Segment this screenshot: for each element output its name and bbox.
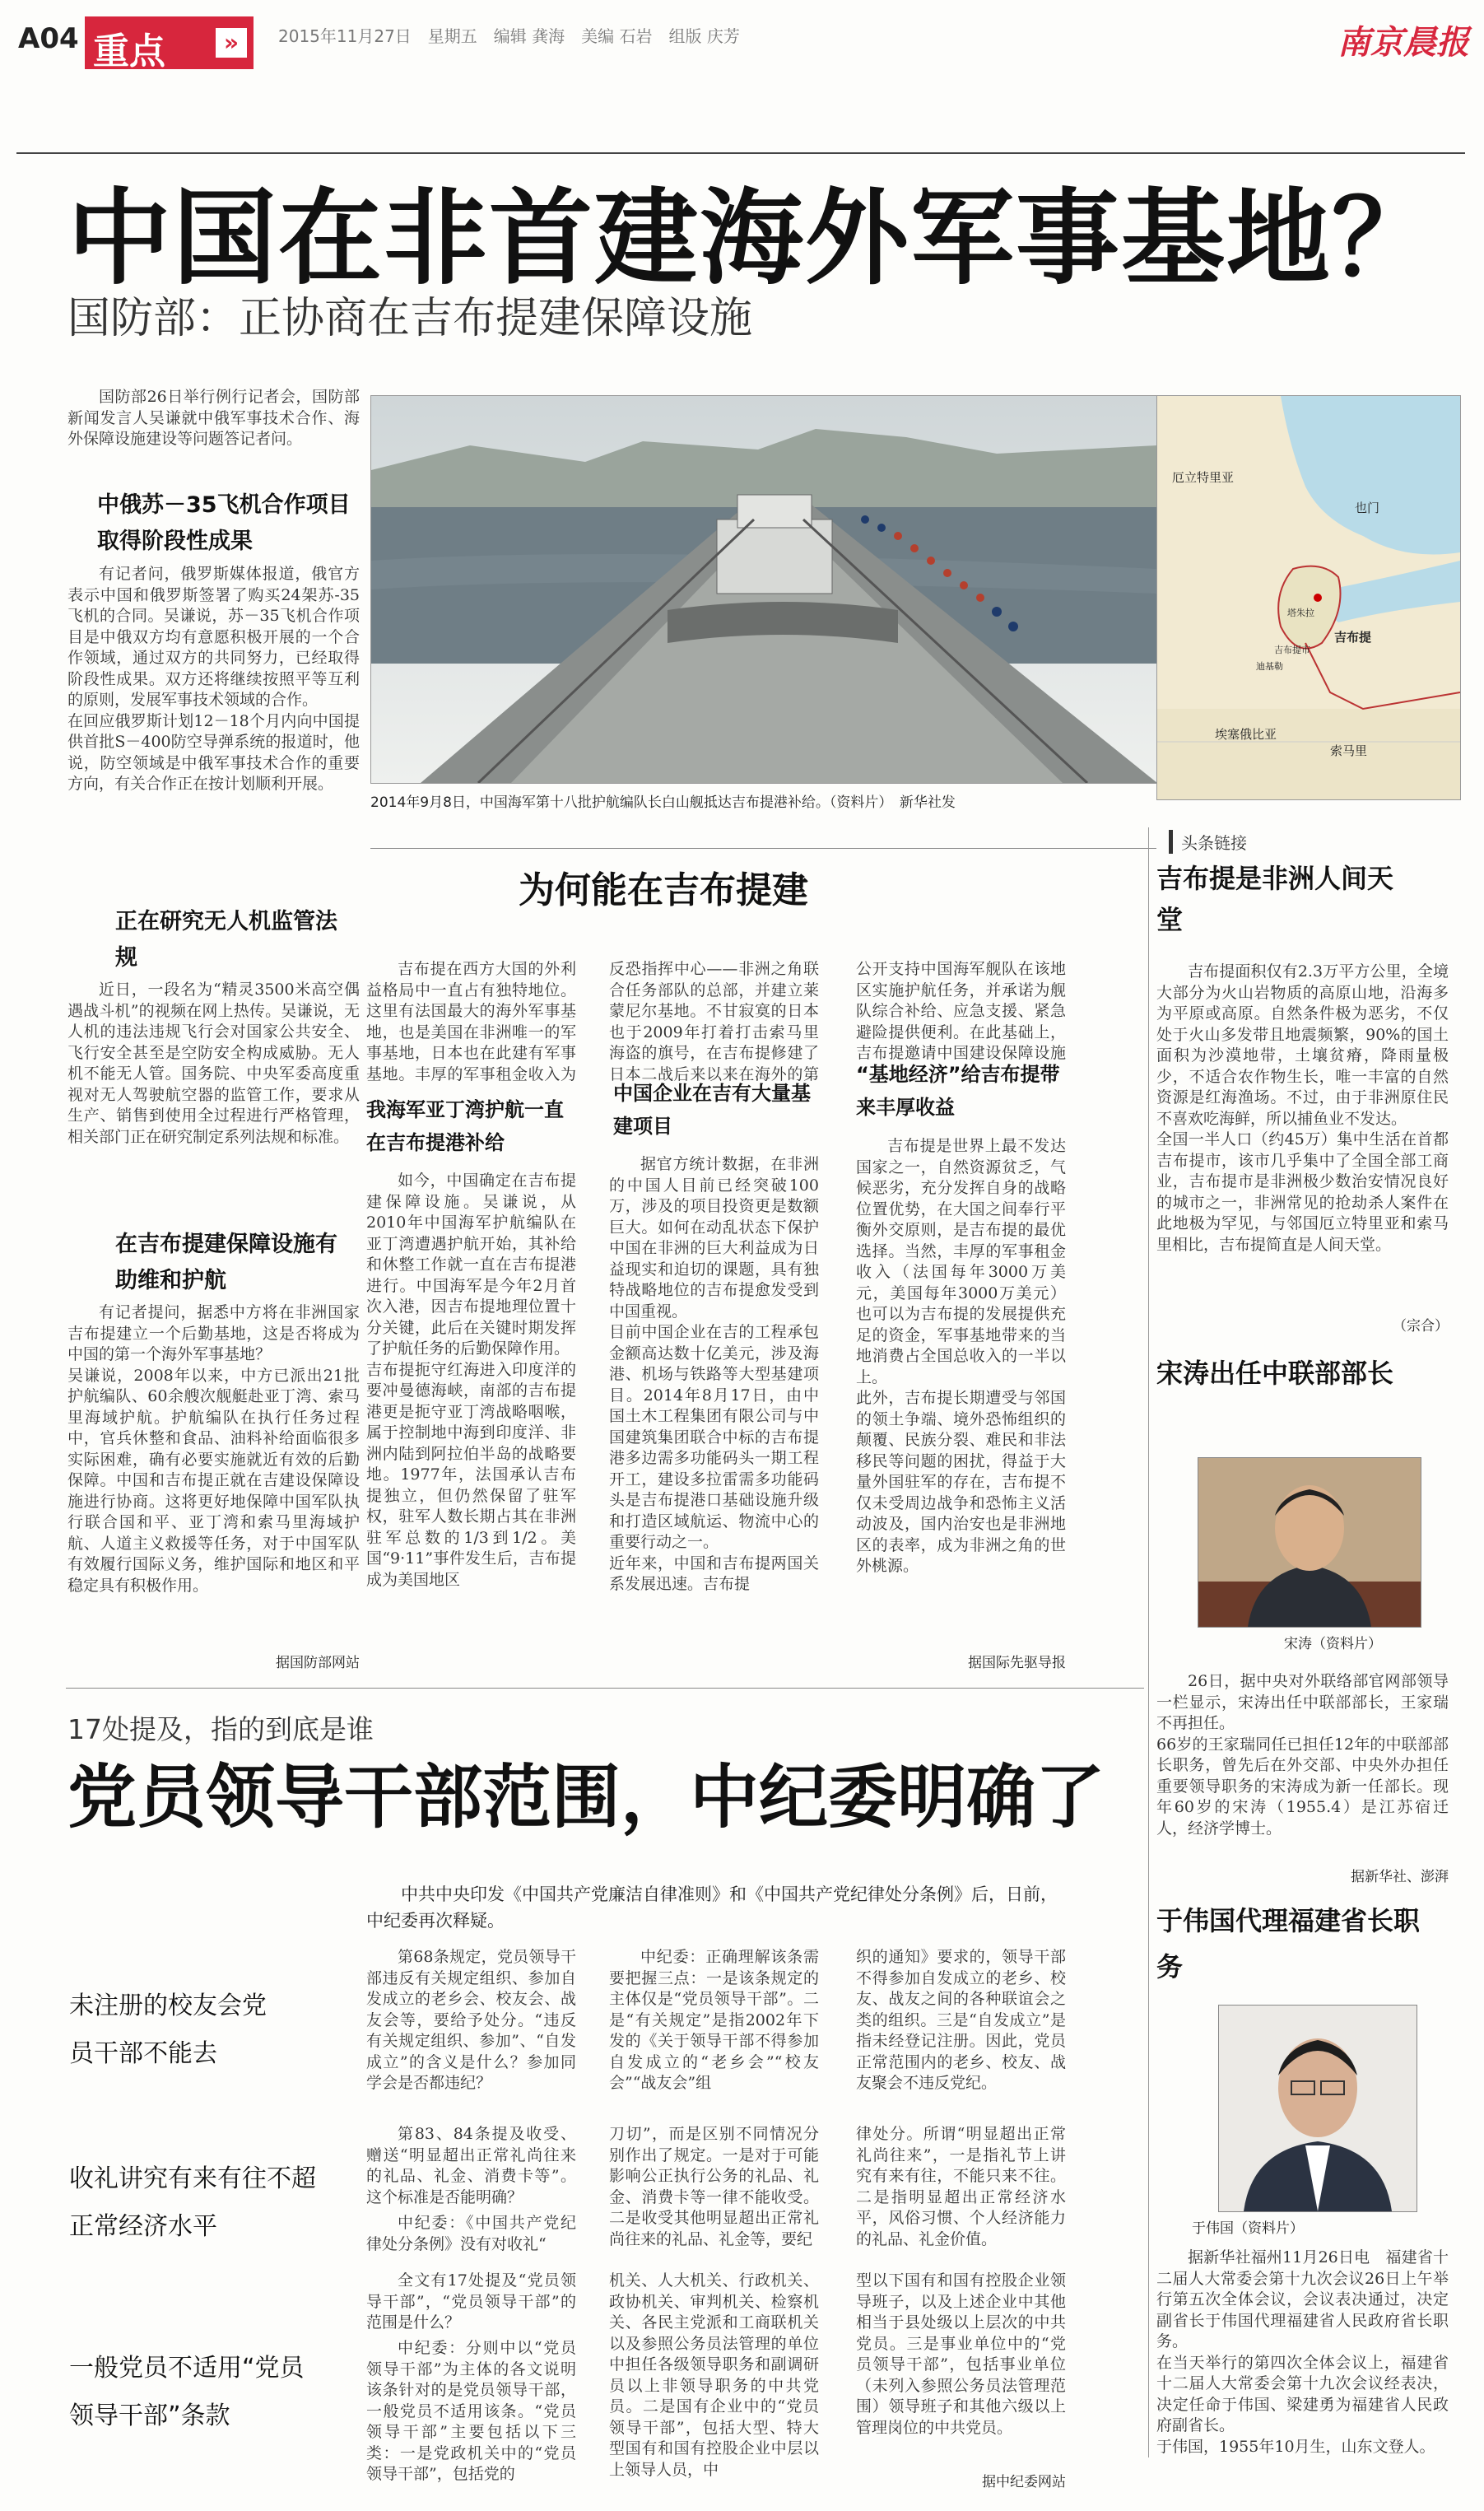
story2-c9: 型以下国有和国有控股企业领导班子，以及上述企业中其他相当于县处级以上层次的中共党员。三是事业单位中的“党员领导干部”，包括事业单位（未列入参照公务员法管理范围）领导班子和其他六级以上管理岗位的中共党员。	[856, 2271, 1066, 2437]
sidebar-a1-source: （宗合）	[1393, 1318, 1449, 1335]
analysis-p3: 反恐指挥中心——非洲之角联合任务部队的总部，并建立莱蒙尼尔基地。不甘寂寞的日本也于2009年打着打击索马里海盗的旗号，在吉布提修建了日本二战后来以来在海外的第	[609, 960, 819, 1083]
lead-headline: 中国在非首建海外军事基地？	[67, 178, 1437, 299]
sidebar-tag: 头条链接	[1169, 830, 1247, 854]
sidebar-a2-title: 宋涛出任中联部部长	[1156, 1358, 1394, 1389]
section-label: 重点	[93, 30, 165, 72]
analysis-rule	[370, 848, 1156, 849]
sidebar-divider	[1148, 827, 1149, 2457]
story2-c2: 中纪委：正确理解该条需要把握三点：一是该条规定的主体仅是“党员领导干部”。二是“有关规定”是指2002年下发的《关于领导干部不得参加自发成立的“老乡会”“校友会”“战友会”组	[609, 1948, 819, 2092]
analysis-h3: “基地经济”给吉布提带来丰厚收益	[856, 1063, 1060, 1119]
map-label-djibouti: 吉布提	[1334, 630, 1372, 645]
map-label-somalia: 索马里	[1330, 743, 1368, 758]
header-rule	[16, 152, 1465, 154]
sidebar-a3-title: 于伟国代理福建省长职务	[1156, 1905, 1421, 1982]
source-ccdi: 据中纪委网站	[982, 2474, 1066, 2490]
subhead-drone: 正在研究无人机监管法规	[115, 909, 337, 971]
section-tag	[85, 16, 254, 72]
warship-photo	[370, 395, 1158, 784]
story2-c7b: 中纪委：分则中以“党员领导干部”为主体的各文说明该条针对的是党员领导干部，一般党员不适用该条。“党员领导干部”主要包括以下三类：一是党政机关中的“党员领导干部”，包括党的	[366, 2339, 576, 2483]
story2-c4a: 第83、84条提及收受、赠送“明显超出正常礼尚往来的礼品、礼金、消费卡等”。这个标准是否能明确？	[366, 2125, 576, 2206]
story2-q3: 一般党员不适用“党员领导干部”条款	[69, 2354, 305, 2430]
analysis-p6: 吉布提是世界上最不发达国家之一，自然资源贫乏，气候恶劣，充分发挥自身的战略位置优势，在大国之间奉行平衡外交原则，是吉布提的最优选择。当然，丰厚的军事租金收入（法国每年3000万美元，美国每年3000万美元）也可以为吉布提的发展提供充足的资金，军事基地带来的当地消费占全国总收入的一半以上。 此外，吉布提长期遭受与邻国的领土争端、境外恐怖组织的颠覆、民族分裂、难民和非法移民等问题的困扰，得益于大量外国驻军的存在，吉布提不仅未受周边战争和恐怖主义活动波及，国内治安也是非洲地区的表率，成为非洲之角的世外桃源。	[856, 1137, 1066, 1575]
story2-kicker: 17处提及，指的到底是谁	[67, 1713, 374, 1745]
double-chevron-icon: »	[216, 28, 247, 58]
text-su35: 有记者问，俄罗斯媒体报道，俄官方表示中国和俄罗斯签署了购买24架苏-35飞机的合同。吴谦说，苏－35飞机合作项目是中俄双方均有意愿积极开展的一个合作领域，通过双方的共同努力，已经取得阶段性成果。双方还将继续按照平等互利的原则，发展军事技术领域的合作。 在回应俄罗斯计划12－18个月内向中国提供首批S－400防空导弹系统的报道时，他说，防空领域是中俄军事技术合作的重要方向，有关合作正在按计划顺利开展。	[67, 565, 360, 793]
lead-subhead: 国防部：正协商在吉布提建保障设施	[67, 294, 753, 343]
source-herald: 据国际先驱导报	[968, 1655, 1066, 1671]
analysis-title: 为何能在吉布提建	[519, 869, 808, 911]
text-djibouti-base: 有记者提问，据悉中方将在非洲国家吉布提建立一个后勤基地，这是否将成为中国的第一个海外军事基地？ 吴谦说，2008年以来，中方已派出21批护航编队、60余艘次舰艇赴亚丁湾、索马里海域护航。护航编队在执行任务过程中，官兵休整和食品、油料补给面临很多实际困难，确有必要实施就近有效的后勤保障。中国和吉布提正就在吉建设保障设施进行协商。这将更好地保障中国军队执行联合国和平、亚丁湾和索马里海域护航、人道主义救援等任务，对于中国军队有效履行国际义务，维护国际和地区和平稳定具有积极作用。	[67, 1303, 360, 1595]
photo-caption: 2014年9月8日，中国海军第十八批护航编队长白山舰抵达吉布提港补给。（资料片） 新华社发	[370, 794, 956, 811]
map-label-djibouti-city: 吉布提市	[1274, 645, 1310, 655]
story2-c7a: 全文有17处提及“党员领导干部”，“党员领导干部”的范围是什么？	[366, 2271, 576, 2332]
analysis-p1: 吉布提在西方大国的外利益格局中一直占有独特地位。这里有法国最大的海外军事基地，也是美国在非洲唯一的军事基地，日本也在此建有军事基地。丰厚的军事租金收入为	[366, 960, 576, 1083]
sidebar-a2-source: 据新华社、澎湃	[1351, 1869, 1449, 1885]
page-number: A04	[18, 22, 79, 55]
story2-c1: 第68条规定，党员领导干部违反有关规定组织、参加自发成立的老乡会、校友会、战友会等，要给予处分。“违反有关规定组织、参加”、“自发成立”的含义是什么？参加同学会是否都违纪？	[366, 1948, 576, 2092]
subhead-djibouti-base: 在吉布提建保障设施有助维和护航	[115, 1232, 337, 1293]
issue-meta: 2015年11月27日 星期五 编辑 龚海 美编 石岩 组版 庆芳	[278, 26, 740, 46]
sidebar-a1-text: 吉布提面积仅有2.3万平方公里，全境大部分为火山岩物质的高原山地，沿海多为平原或高原。自然条件极为恶劣，不仅处于火山多发带且地震频繁，90%的国土面积为沙漠地带，土壤贫瘠，降雨量极少，不适合农作物生长，唯一丰富的自然资源是红海渔场。不过，由于非洲原住民不喜欢吃海鲜，所以捕鱼业不发达。 全国一半人口（约45万）集中生活在首都吉布提市，该市几乎集中了全国全部工商业，吉布提市是非洲极少数治安情况良好的城市之一，非洲常见的抢劫杀人案件在此地极为罕见，与邻国厄立特里亚和索马里相比，吉布提简直是人间天堂。	[1156, 962, 1449, 1254]
analysis-p2: 如今，中国确定在吉布提建保障设施。吴谦说，从2010年中国海军护航编队在亚丁湾遭遇护航开始，其补给和休整工作就一直在吉布提港进行。中国海军是今年2月首次入港，因吉布提地理位置十分关键，此后在关键时期发挥了护航任务的后勤保障作用。 吉布提扼守红海进入印度洋的要冲曼德海峡，南部的吉布提港更是扼守亚丁湾战略咽喉，属于控制地中海到印度洋、非洲内陆到阿拉伯半岛的战略要地。1977年，法国承认吉布提独立，但仍然保留了驻军权，驻军人数长期占其在非洲驻军总数的1/3到1/2。美国“9·11”事件发生后，吉布提成为美国地区	[366, 1172, 576, 1589]
subhead-su35: 中俄苏－35飞机合作项目取得阶段性成果	[97, 492, 351, 554]
analysis-p5: 公开支持中国海军舰队在该地区实施护航任务，并承诺为舰队综合补给、应急支援、紧急避险提供便利。在此基础上，吉布提邀请中国建设保障设施	[856, 960, 1066, 1062]
story2-c6: 律处分。所谓“明显超出正常礼尚往来”，一是指礼节上讲究有来有往，不能只来不往。二是指明显超出正常经济水平，风俗习惯、个人经济能力的礼品、礼金价值。	[856, 2125, 1066, 2248]
story2-c4b: 中纪委：《中国共产党纪律处分条例》没有对收礼“	[366, 2214, 576, 2253]
story2-c8: 机关、人大机关、行政机关、政协机关、审判机关、检察机关、各民主党派和工商联机关以及参照公务员法管理的单位中担任各级领导职务和副调研员以上非领导职务的中共党员。二是国有企业中的“党员领导干部”，包括大型、特大型国有和国有控股企业中层以上领导人员，中	[609, 2271, 819, 2479]
sidebar-a3-caption: 于伟国（资料片）	[1192, 2220, 1304, 2237]
djibouti-map	[1156, 395, 1461, 800]
map-label-dikhil: 迪基勒	[1256, 661, 1283, 672]
story2-c3: 织的通知》要求的，领导干部不得参加自发成立的老乡、校友、战友之间的各种联谊会之类的组织。三是“自发成立”是指未经登记注册。因此，党员正常范围内的老乡、校友、战友聚会不违反党纪。	[856, 1948, 1066, 2092]
story2-q2: 收礼讲究有来有往不超正常经济水平	[69, 2164, 316, 2241]
lead-intro: 国防部26日举行例行记者会，国防部新闻发言人吴谦就中俄军事技术合作、海外保障设施建设等问题答记者问。	[67, 388, 360, 448]
sidebar-a2-caption: 宋涛（资料片）	[1284, 1636, 1382, 1652]
sidebar-a1-title: 吉布提是非洲人间天堂	[1156, 863, 1394, 935]
text-drone: 近日，一段名为“精灵3500米高空偶遇战斗机”的视频在网上热传。吴谦说，无人机的违法违规飞行会对国家公共安全、飞行安全甚至是空防安全构成威胁。无人机不能无人管。国务院、中央军委高度重视对无人驾驶航空器的监管工作，要求从生产、销售到使用全过程进行严格管理，相关部门正在研究制定系列法规和标准。	[67, 981, 360, 1146]
map-label-ethiopia: 埃塞俄比亚	[1215, 727, 1277, 742]
story2-rule	[66, 1688, 1144, 1689]
analysis-p4: 据官方统计数据，在非洲的中国人目前已经突破100万，涉及的项目投资更是数额巨大。如何在动乱状态下保护中国在非洲的巨大利益成为日益现实和迫切的课题，具有独特战略地位的吉布提愈发受到中国重视。 目前中国企业在吉的工程承包金额高达数十亿美元，涉及海港、机场与铁路等大型基建项目。2014年8月17日，由中国土木工程集团有限公司与中国建筑集团联合中标的吉布提港多边需多功能码头一期工程开工，建设多拉雷需多功能码头是吉布提港口基础设施升级和打造区域航运、物流中心的重要行动之一。 近年来，中国和吉布提两国关系发展迅速。吉布提	[609, 1155, 819, 1593]
story2-q1: 未注册的校友会党员干部不能去	[69, 1992, 267, 2068]
sidebar-a3-text: 据新华社福州11月26日电 福建省十二届人大常委会第十九次会议26日上午举行第五次全体会议，会议表决通过，决定副省长于伟国代理福建省人民政府省长职务。 在当天举行的第四次全体会议上，福建省十二届人大常委会第十九次会议经表决，决定任命于伟国、梁建勇为福建省人民政府副省长。 于伟国，1955年10月生，山东文登人。	[1156, 2248, 1449, 2456]
map-label-eritrea: 厄立特里亚	[1172, 470, 1235, 485]
portrait-song-tao	[1198, 1457, 1421, 1628]
analysis-h2: 中国企业在吉有大量基建项目	[613, 1082, 811, 1138]
sidebar-a2-text: 26日，据中央对外联络部官网部领导一栏显示，宋涛出任中联部部长，王家瑞不再担任。 66岁的王家瑞同任已担任12年的中联部部长职务，曾先后在外交部、中央外办担任重要领导职务的宋涛成为新一任部长。现年60岁的宋涛（1955.4）是江苏宿迁人，经济学博士。	[1156, 1672, 1449, 1838]
source-mod: 据国防部网站	[276, 1655, 360, 1671]
story2-intro: 中共中央印发《中国共产党廉洁自律准则》和《中国共产党纪律处分条例》后，日前，中纪委再次释疑。	[366, 1884, 1058, 1931]
map-label-yemen: 也门	[1355, 501, 1380, 515]
story2-c5: 刀切”，而是区别不同情况分别作出了规定。一是对于可能影响公正执行公务的礼品、礼金、消费卡等一律不能收受。二是收受其他明显超出正常礼尚往来的礼品、礼金等，要纪	[609, 2125, 819, 2248]
newspaper-logo: 南京晨报	[1337, 23, 1469, 62]
map-label-tadjoura: 塔朱拉	[1287, 608, 1314, 618]
story2-headline: 党员领导干部范围，中纪委明确了	[67, 1757, 1105, 1838]
analysis-h1: 我海军亚丁湾护航一直在吉布提港补给	[366, 1098, 564, 1154]
portrait-yu-weiguo	[1218, 2005, 1417, 2212]
